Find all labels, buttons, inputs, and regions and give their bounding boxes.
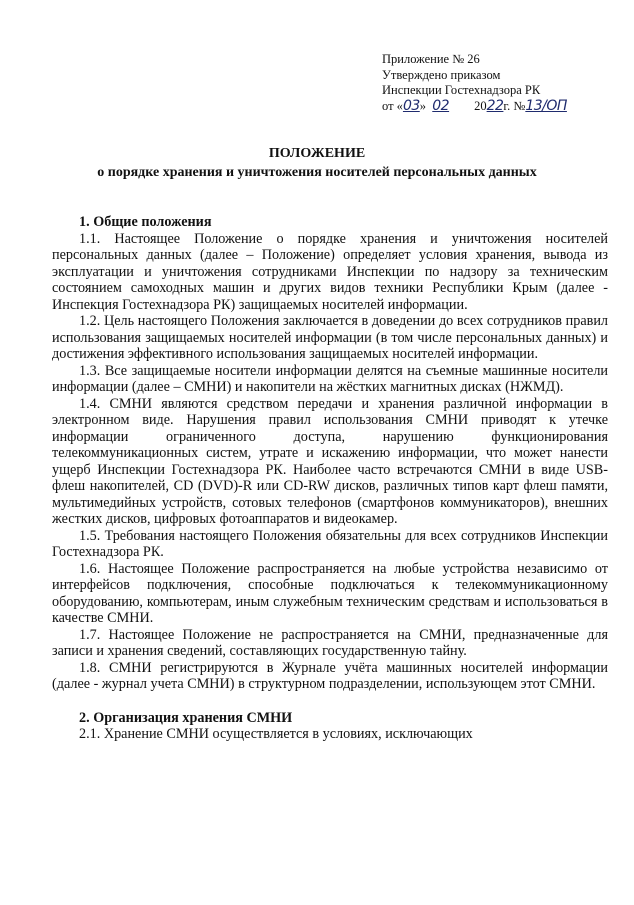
- approval-date-line: [382, 99, 612, 115]
- paragraph-1-6: 1.6. Настоящее Положение распространяется на любые устройства независимо от интерфейсов подключения, способные подключаться к телекоммуникационному оборудованию, компьютерам, иным служебным техническим средствам и использоваться в качестве СМНИ.: [52, 560, 608, 626]
- section-2-heading: 2. Организация хранения СМНИ: [79, 709, 293, 726]
- paragraph-1-7: 1.7. Настоящее Положение не распространяется на СМНИ, предназначенные для записи и хранения сведений, составляющих государственную тайну.: [52, 626, 608, 659]
- number-prefix: г. №: [503, 98, 526, 113]
- paragraph-2-1: 2.1. Хранение СМНИ осуществляется в условиях, исключающих: [79, 726, 473, 742]
- paragraph-1-5: 1.5. Требования настоящего Положения обязательны для всех сотрудников Инспекции Гостехнадзора РК.: [52, 527, 608, 560]
- year-prefix: 20: [474, 98, 487, 113]
- paragraph-1-4: 1.4. СМНИ являются средством передачи и хранения различной информации в электронном виде. Нарушения правил использования СМНИ приводят к утечке информации ограниченного доступа, нарушению функционирования телекоммуникационных систем, утрате и искажению информации, что может нанести ущерб Инспекции Гостехнадзора РК. Наиболее часто встречаются СМНИ в виде USB-флеш накопителей, CD (DVD)-R или CD-RW дисков, различных типов карт флеш памяти, мультимедийных устройств, сотовых телефонов (смартфонов коммуникаторов), внешних жестких дисков, цифровых фотоаппаратов и видеокамер.: [52, 395, 608, 527]
- date-day-close: »: [419, 98, 427, 113]
- document-title: ПОЛОЖЕНИЕ: [268, 146, 366, 161]
- approval-block: [382, 52, 612, 114]
- paragraph-1-2: 1.2. Цель настоящего Положения заключается в доведении до всех сотрудников правил использования защищаемых носителей информации (в том числе персональных данных) и достижения эффективного использования защищаемых носителей информации.: [52, 313, 608, 362]
- handwritten-day: 03: [402, 97, 420, 114]
- approval-caption: Утверждено приказом: [382, 67, 501, 82]
- document-subtitle: о порядке хранения и уничтожения носителей персональных данных: [97, 165, 537, 180]
- paragraph-1-1: 1.1. Настоящее Положение о порядке хранения и уничтожения носителей персональных данных (далее – Положение) определяет условия хранения, вывода из эксплуатации и уничтожения сотрудниками Инспекции по надзору за техническим состоянием самоходных машин и других видов техники Республики Крым (далее - Инспекция Гостехнадзора РК) защищаемых носителей информации.: [52, 230, 608, 313]
- paragraph-1-8: 1.8. СМНИ регистрируются в Журнале учёта машинных носителей информации (далее - журнал учета СМНИ) в структурном подразделении, использующем этот СМНИ.: [52, 659, 608, 692]
- section-spacer: [52, 693, 608, 710]
- handwritten-year: 22: [486, 97, 504, 114]
- appendix-number: Приложение № 26: [382, 52, 480, 66]
- handwritten-month: 02: [432, 97, 450, 114]
- section-1-heading: 1. Общие положения: [79, 214, 212, 230]
- handwritten-order-number: 13/ОП: [525, 97, 567, 114]
- approval-authority: Инспекции Гостехнадзора РК: [382, 83, 541, 97]
- paragraph-1-3: 1.3. Все защищаемые носители информации делятся на съемные машинные носители информации (далее – СМНИ) и накопители на жёстких магнитных дисках (НЖМД).: [52, 362, 608, 395]
- document-body: [52, 214, 608, 743]
- date-prefix: от «: [382, 98, 403, 113]
